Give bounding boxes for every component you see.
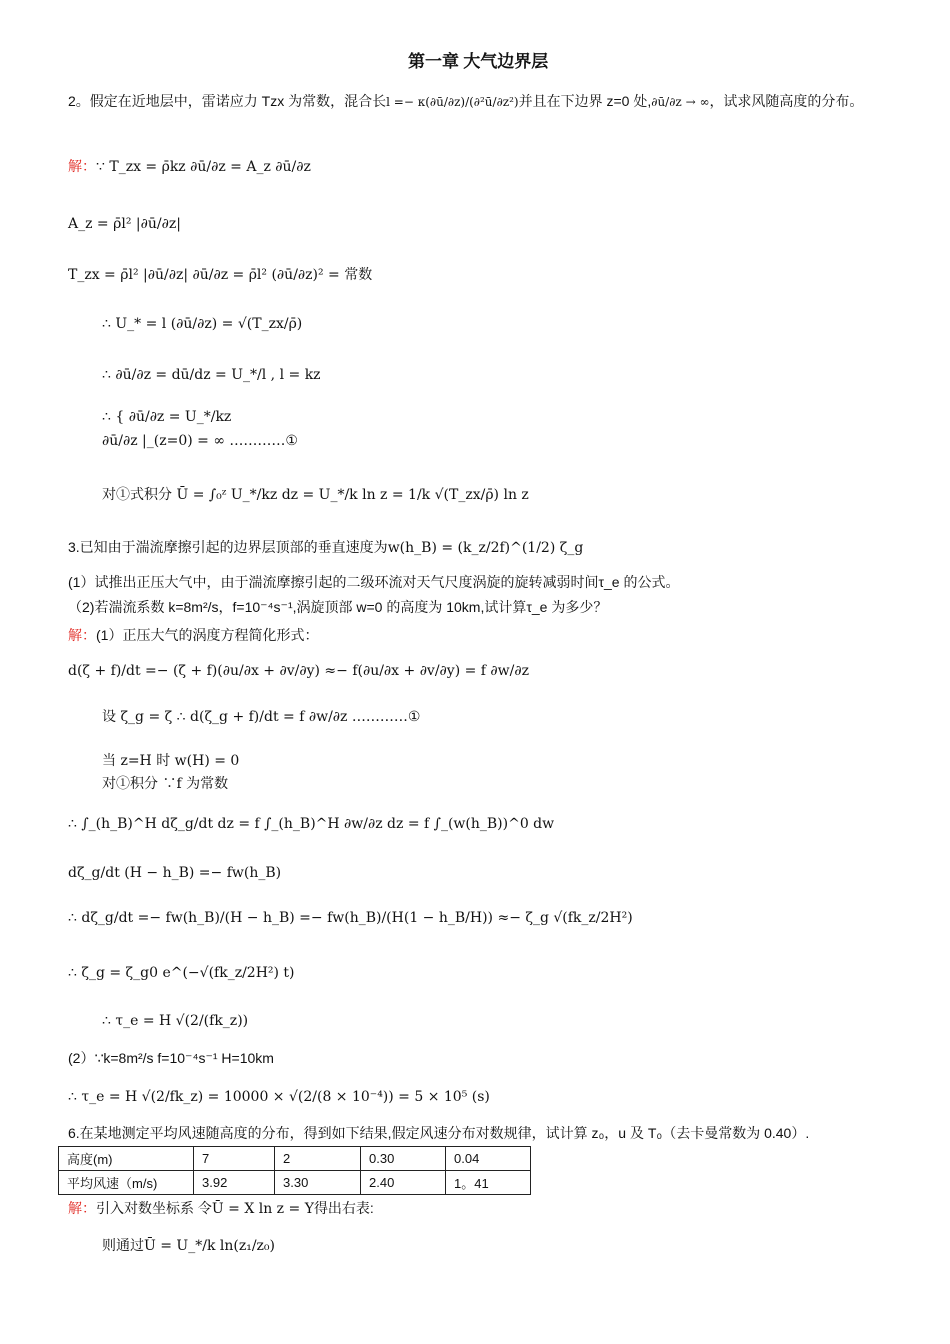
- q3-part1: (1）试推出正压大气中，由于湍流摩擦引起的二级环流对天气尺度涡旋的旋转减弱时间τ_e 的公式。: [68, 574, 680, 590]
- table-cell: 2.40: [361, 1171, 446, 1195]
- q2-eq-1: ∵ T_zx = ρ̄kz ∂ū/∂z = A_z ∂ū/∂z: [96, 159, 311, 175]
- table-cell: 2: [275, 1147, 361, 1171]
- q2-solution-label: 解：: [68, 160, 96, 175]
- q2-boundary: ∂ū/∂z → ∞: [651, 95, 710, 109]
- q3-eq-5: ∴ ∫_(h_B)^H dζ_g/dt dz = f ∫_(h_B)^H ∂w/∂z dz = f ∫_(w(h_B))^0 dw: [68, 816, 555, 832]
- q3-eq-4: 对①积分 ∵f 为常数: [102, 776, 229, 792]
- table-cell: 7: [194, 1147, 275, 1171]
- q2-mixing-length: l =− κ(∂ū/∂z)/(∂²ū/∂z²): [386, 95, 519, 109]
- q3-solution-intro: (1）正压大气的涡度方程简化形式：: [96, 627, 319, 643]
- q2-eq-3: T_zx = ρ̄l² |∂ū/∂z| ∂ū/∂z = ρ̄l² (∂ū/∂z)² = 常数: [68, 267, 373, 283]
- q3-solution-label: 解：: [68, 629, 96, 644]
- q3-solution-first: [68, 626, 318, 646]
- q3-statement: [68, 538, 583, 558]
- table-row: [59, 1147, 531, 1171]
- q6-solution-label: 解：: [68, 1202, 96, 1217]
- q6-solution-first: [68, 1199, 374, 1219]
- q2-eq-5: ∴ ∂ū/∂z = dū/dz = U_*/l , l = kz: [102, 367, 321, 383]
- q3-eq-10: (2）∵k=8m²/s f=10⁻⁴s⁻¹ H=10km: [68, 1050, 274, 1066]
- q2-solution-first: [68, 158, 311, 177]
- q3-eq-1: d(ζ + f)/dt =− (ζ + f)(∂u/∂x + ∂v/∂y) ≈− f(∂u/∂x + ∂v/∂y) = f ∂w/∂z: [68, 663, 529, 679]
- q2-statement-a: 2。假定在近地层中，雷诺应力 Tzx 为常数，混合长: [68, 93, 387, 109]
- q6-last-formula: Ū = U_*/k ln(z₁/z₀): [144, 1238, 275, 1254]
- q2-eq-4: ∴ U_* = l (∂ū/∂z) = √(T_zx/ρ̄): [102, 316, 303, 332]
- table-cell: 平均风速（m/s): [59, 1171, 194, 1195]
- q2-eq-6: ∴ { ∂ū/∂z = U_*/kz: [102, 409, 232, 425]
- q3-eq-9: ∴ τ_e = H √(2/(fk_z)): [102, 1013, 249, 1029]
- table-cell: 3.30: [275, 1171, 361, 1195]
- q6-statement: 6.在某地测定平均风速随高度的分布，得到如下结果,假定风速分布对数规律，试计算 z₀，u 及 T₀（去卡曼常数为 0.40）.: [68, 1125, 810, 1141]
- q2-statement-b: 并且在下边界 z=0 处,: [518, 93, 652, 109]
- q6-solution-a: 引入对数坐标系 令: [96, 1200, 212, 1216]
- q2-eq-2: A_z = ρ̄l² |∂ū/∂z|: [68, 216, 181, 232]
- q6-solution-formula: Ū = X ln z = Y: [211, 1201, 314, 1217]
- q2-eq-8: 对①式积分 Ū = ∫₀ᶻ U_*/kz dz = U_*/k ln z = 1/k √(T_zx/ρ̄) ln z: [102, 487, 529, 503]
- q3-statement-a: 3.已知由于湍流摩擦引起的边界层顶部的垂直速度为: [68, 539, 388, 555]
- table-cell: 3.92: [194, 1171, 275, 1195]
- q2-statement: [68, 92, 863, 112]
- table-cell: 0.30: [361, 1147, 446, 1171]
- q3-eq-11: ∴ τ_e = H √(2/fk_z) = 10000 × √(2/(8 × 10⁻⁴)) = 5 × 10⁵ (s): [68, 1089, 490, 1105]
- q3-eq-7: ∴ dζ_g/dt =− fw(h_B)/(H − h_B) =− fw(h_B)/(H(1 − h_B/H)) ≈− ζ_g √(fk_z/2H²): [68, 910, 633, 926]
- chapter-title: 第一章 大气边界层: [408, 52, 549, 71]
- q3-eq-6: dζ_g/dt (H − h_B) =− fw(h_B): [68, 865, 282, 881]
- q3-eq-3: 当 z=H 时 w(H) = 0: [102, 753, 240, 769]
- table-row: [59, 1171, 531, 1195]
- q2-eq-7: ∂ū/∂z |_(z=0) = ∞ …………①: [102, 433, 298, 449]
- table-cell: 1。41: [446, 1171, 531, 1195]
- q6-last-line: [102, 1236, 275, 1256]
- q3-part2: （2)若湍流系数 k=8m²/s，f=10⁻⁴s⁻¹,涡旋顶部 w=0 的高度为 10km,试计算τ_e 为多少？: [68, 599, 608, 615]
- q3-eq-8: ∴ ζ_g = ζ_g0 e^(−√(fk_z/2H²) t): [68, 965, 295, 981]
- q2-statement-c: ，试求风随高度的分布。: [709, 93, 864, 109]
- q3-w-top: w(h_B) = (k_z/2f)^(1/2) ζ_g: [387, 540, 584, 556]
- table-cell: 0.04: [446, 1147, 531, 1171]
- q6-solution-b: 得出右表:: [313, 1200, 374, 1216]
- q6-last-a: 则通过: [102, 1237, 144, 1253]
- q3-eq-2: 设 ζ_g = ζ ∴ d(ζ_g + f)/dt = f ∂w/∂z …………①: [102, 709, 421, 725]
- table-cell: 高度(m): [59, 1147, 194, 1171]
- wind-table: [58, 1146, 531, 1195]
